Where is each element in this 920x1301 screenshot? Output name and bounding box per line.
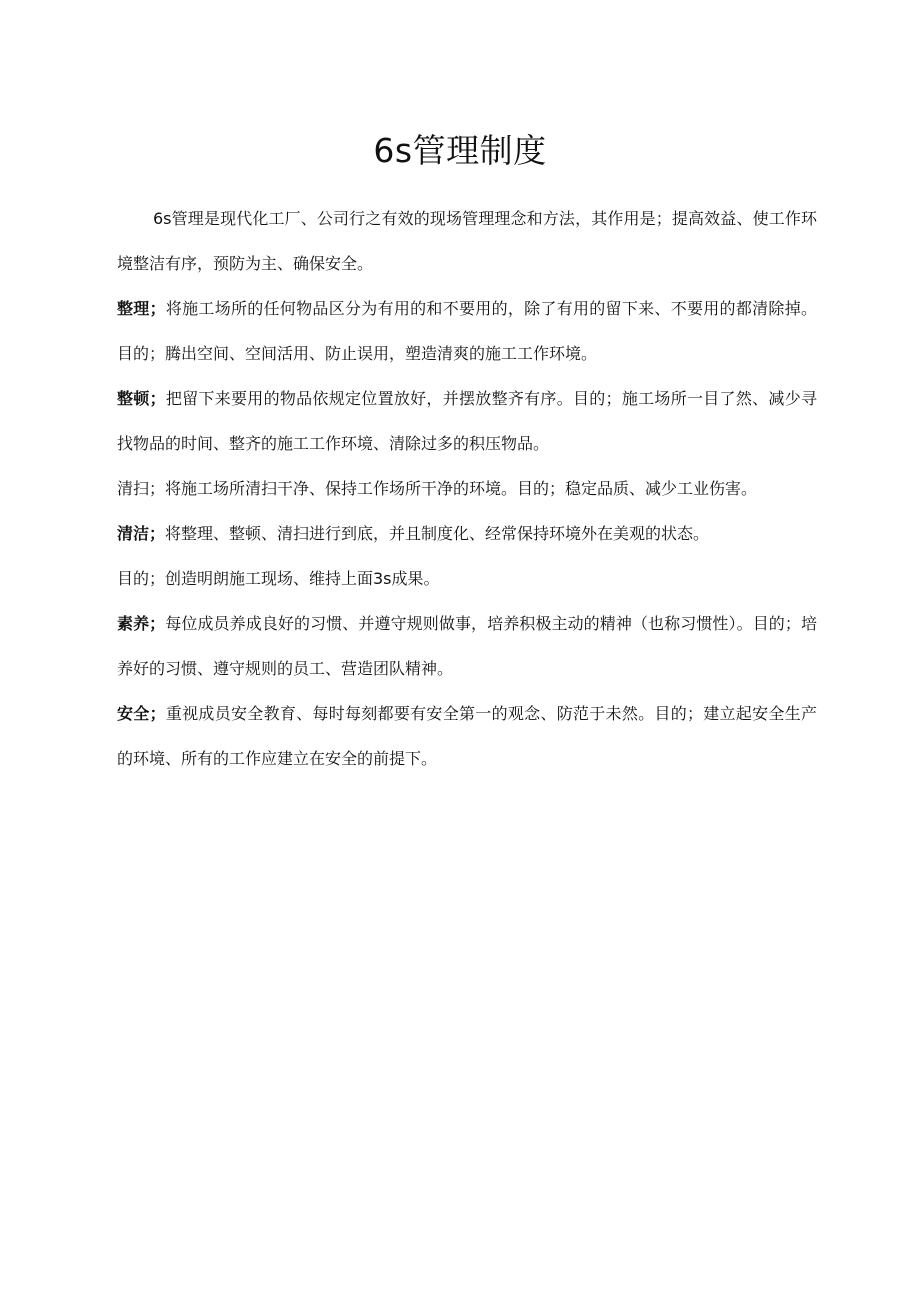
- section-text: 将整理、整顿、清扫进行到底，并且制度化、经常保持环境外在美观的状态。: [165, 524, 710, 543]
- section-term: 安全；: [117, 704, 166, 723]
- section-seiton: [117, 376, 817, 466]
- section-seiketsu: [117, 511, 817, 556]
- section-seiketsu-purpose: 目的；创造明朗施工现场、维持上面3s成果。: [117, 569, 440, 588]
- intro-paragraph: 6s管理是现代化工厂、公司行之有效的现场管理理念和方法，其作用是；提高效益、使工作环境整洁有序，预防为主、确保安全。: [117, 209, 817, 273]
- section-text: 重视成员安全教育、每时每刻都要有安全第一的观念、防范于未然。目的；建立起安全生产的环境、所有的工作应建立在安全的前提下。: [117, 704, 817, 768]
- section-text: 将施工场所的任何物品区分为有用的和不要用的，除了有用的留下来、不要用的都清除掉。目的；腾出空间、空间活用、防止误用，塑造清爽的施工工作环境。: [117, 299, 817, 363]
- section-seiso: 清扫；将施工场所清扫干净、保持工作场所干净的环境。目的；稳定品质、减少工业伤害。: [117, 479, 758, 498]
- section-text: 把留下来要用的物品依规定位置放好，并摆放整齐有序。目的；施工场所一目了然、减少寻找物品的时间、整齐的施工工作环境、清除过多的积压物品。: [117, 389, 817, 453]
- document-title: 6s管理制度: [373, 131, 547, 170]
- section-seiri: [117, 286, 817, 376]
- section-term: 清洁；: [117, 524, 166, 543]
- section-safety: [117, 691, 817, 781]
- section-term: 整理；: [117, 299, 166, 318]
- section-term: 整顿；: [117, 389, 166, 408]
- section-shitsuke: [117, 601, 817, 691]
- section-term: 素养；: [117, 614, 166, 633]
- document-body: [117, 196, 817, 781]
- section-text: 每位成员养成良好的习惯、并遵守规则做事，培养积极主动的精神（也称习惯性）。目的；培养好的习惯、遵守规则的员工、营造团队精神。: [117, 614, 817, 678]
